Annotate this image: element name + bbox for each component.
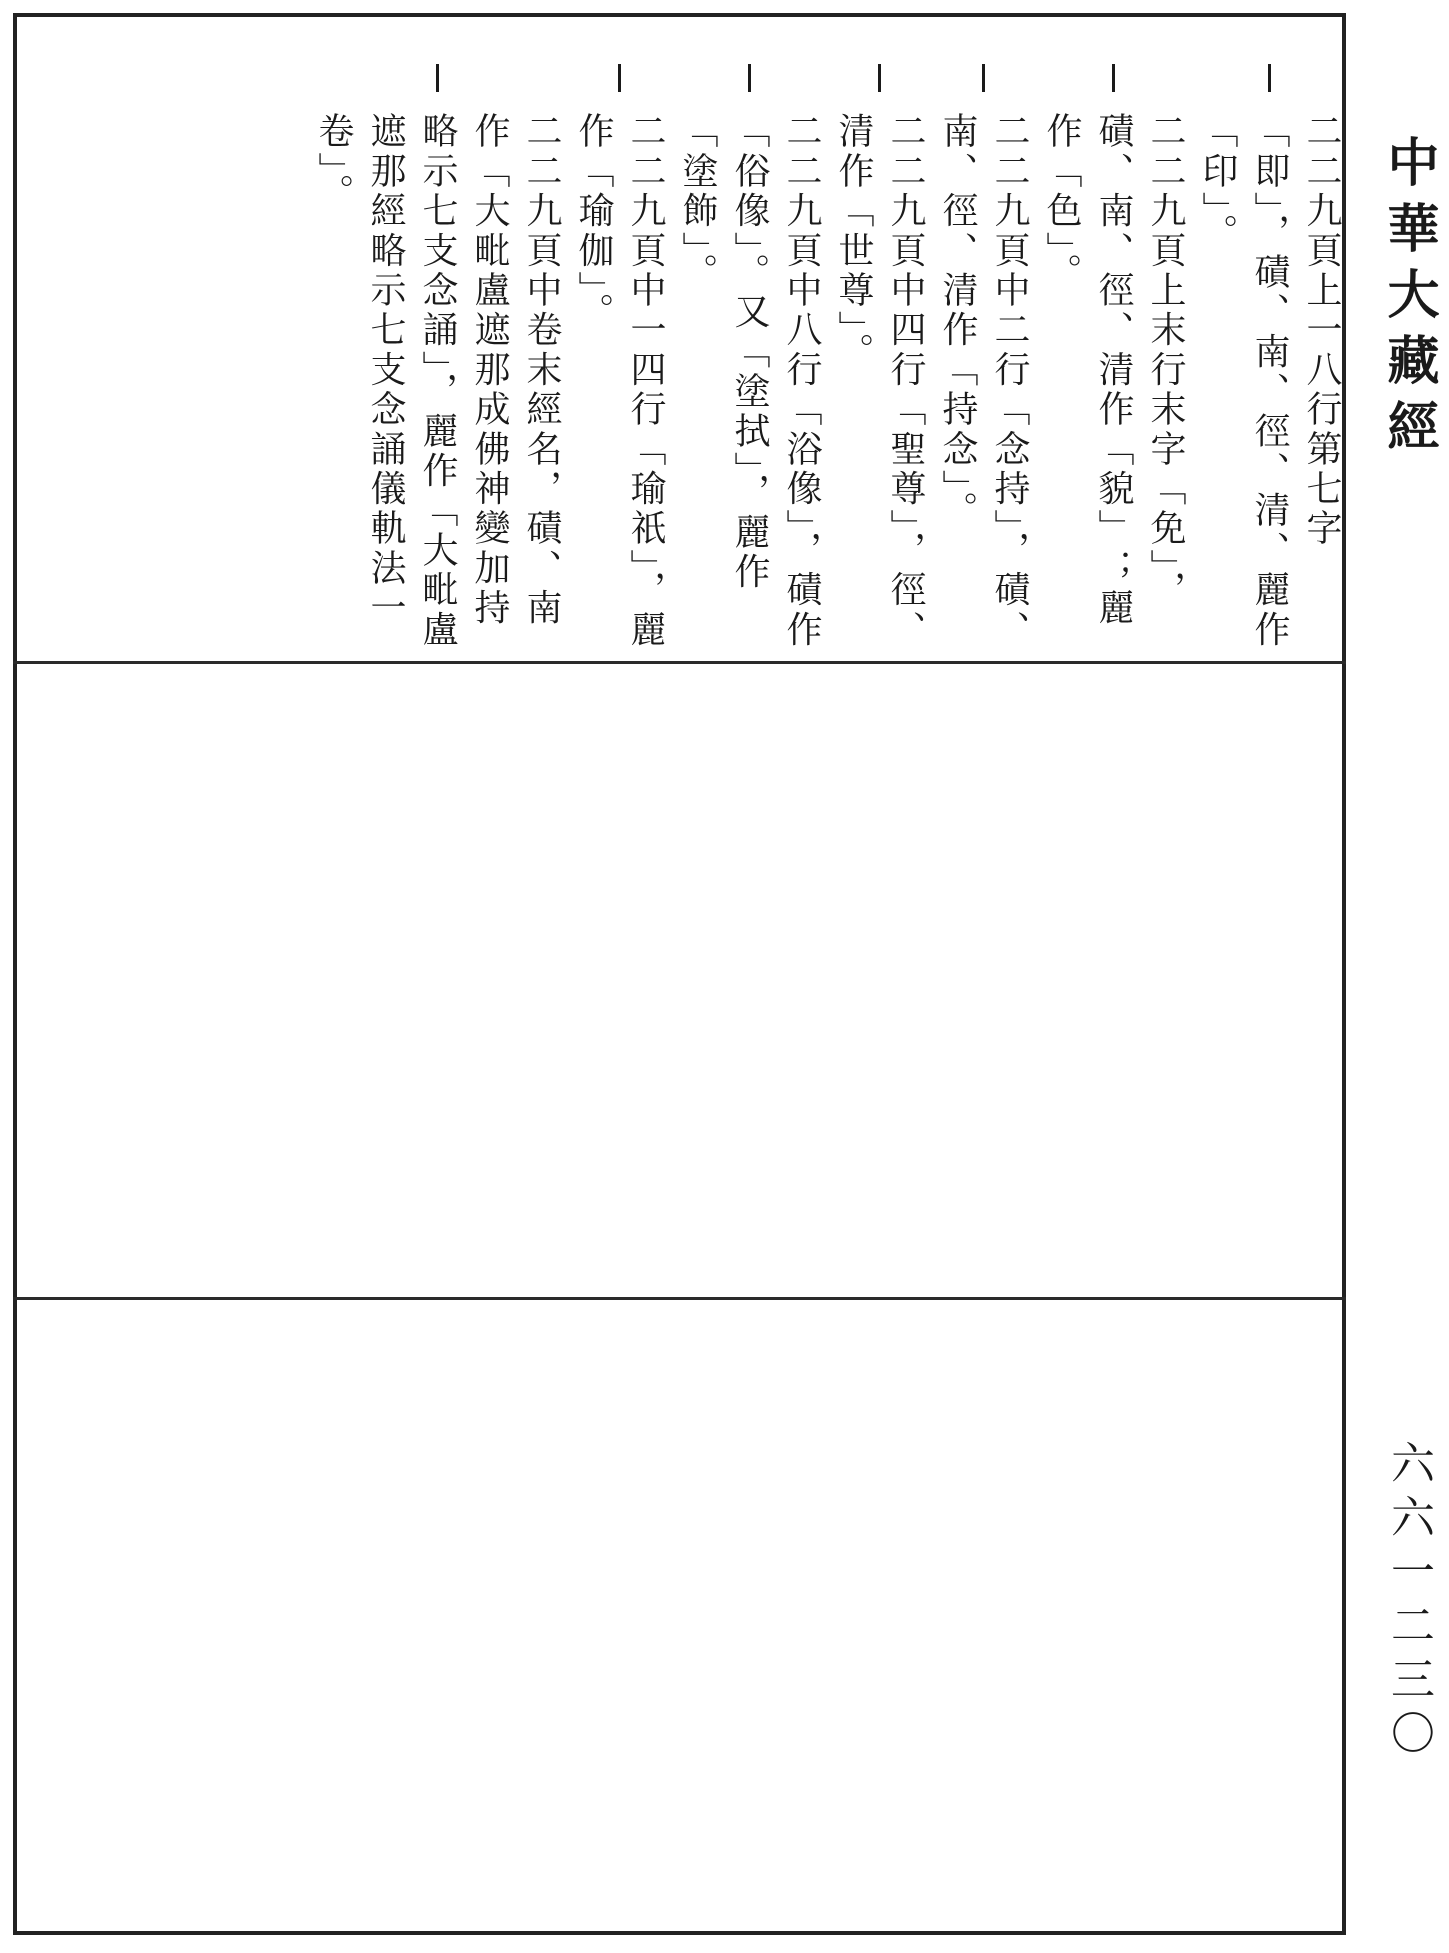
note-entry-4: 二二九頁中四行「聖尊」，徑、清作「世尊」。 <box>827 52 931 652</box>
collection-title: 中華大藏經 <box>1378 135 1439 465</box>
lower-divider <box>13 1297 1346 1300</box>
note-entry-7: 二二九頁中卷末經名，磧、南作「大毗盧遮那成佛神變加持略示七支念誦」，麗作「大毗盧遮那經略示七支念誦儀軌法一卷」。 <box>307 52 567 652</box>
upper-divider <box>13 661 1346 664</box>
note-entry-5: 二二九頁中八行「浴像」，磧作「俗像」。又「塗拭」，麗作「塗飾」。 <box>671 52 827 652</box>
note-entry-3: 二二九頁中二行「念持」，磧、南、徑、清作「持念」。 <box>931 52 1035 652</box>
note-entry-1: 二二九頁上一八行第七字「即」，磧、南、徑、清、麗作「印」。 <box>1191 52 1347 652</box>
note-entry-6: 二二九頁中一四行「瑜祇」，麗作「瑜伽」。 <box>567 52 671 652</box>
note-entry-2: 二二九頁上末行末字「免」，磧、南、徑、清作「貌」；麗作「色」。 <box>1035 52 1191 652</box>
page-number: 六六一二三〇 <box>1383 1440 1434 1764</box>
collation-notes <box>307 52 1347 652</box>
